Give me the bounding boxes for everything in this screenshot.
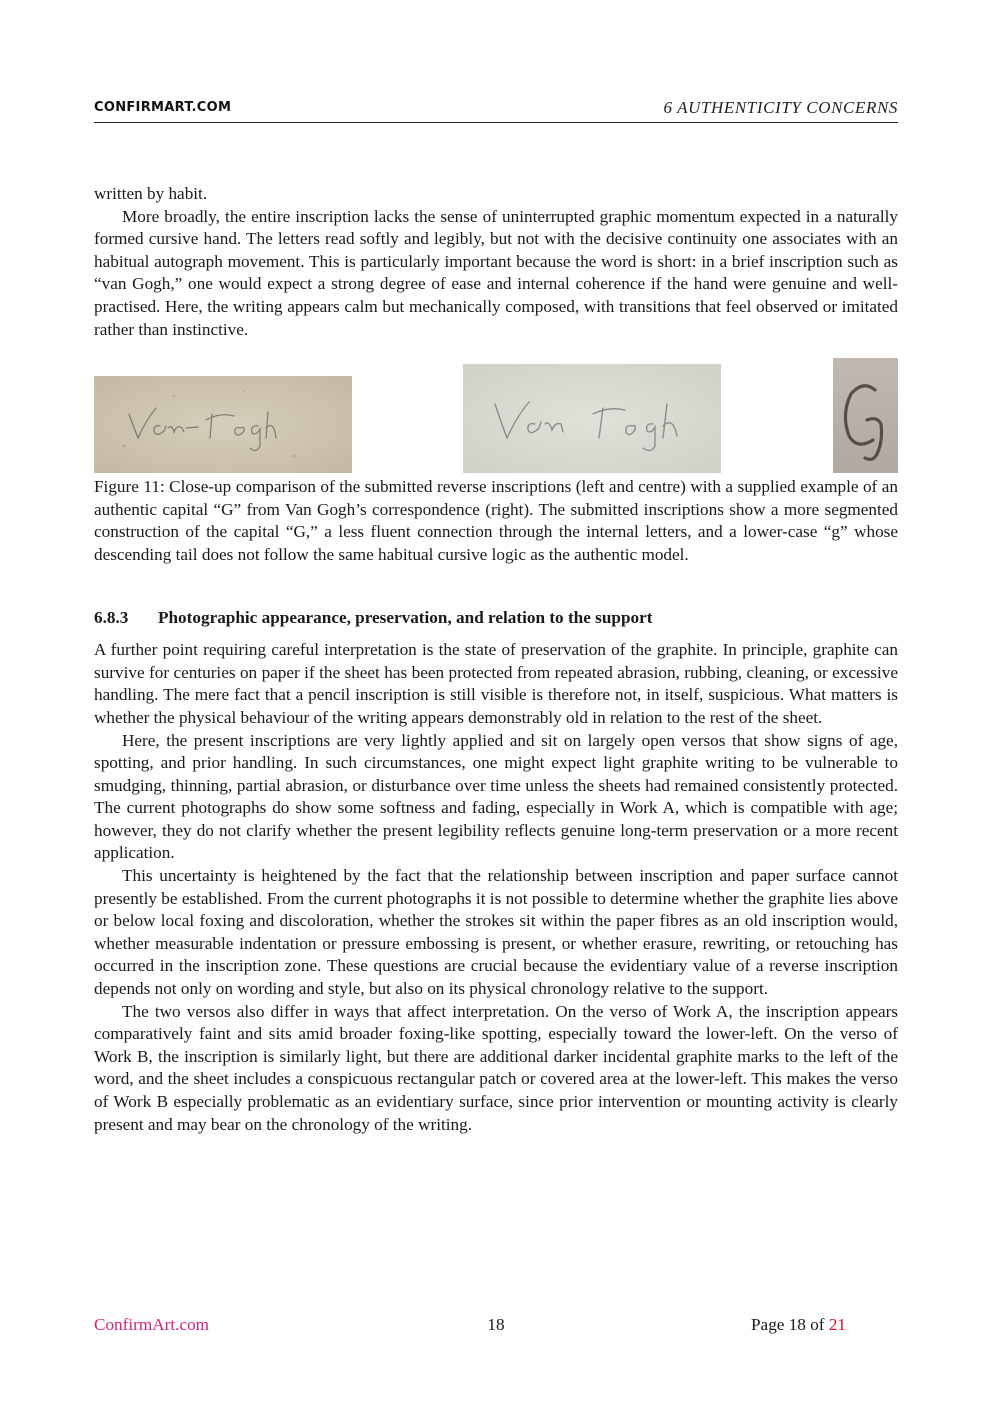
- paragraph: Here, the present inscriptions are very lightly applied and sit on largely open versos that show signs of age, spotting, and prior handling. In such circumstances, one might expect light graphite writing to be vulnerable to smudging, thinning, partial abrasion, or disturbance over time unless the sheets had remained consistently protected. The current photographs do show some softness and fading, especially in Work A, which is compatible with age; however, they do not clarify whether the present legibility reflects genuine long-term preservation or a more recent application.: [94, 730, 898, 863]
- authentic-g-image: [833, 358, 898, 473]
- page-count-prefix: Page 18 of: [751, 1315, 829, 1334]
- footer-site-link[interactable]: ConfirmArt.com: [94, 1315, 210, 1334]
- paragraph: The two versos also differ in ways that affect interpretation. On the verso of Work A, the inscription appears comparatively faint and sits amid broader foxing-like spotting, especially toward the lower-left. On the verso of Work B, the inscription is similarly light, but there are additional darker incidental graphite marks to the left of the word, and the sheet includes a conspicuous rectangular patch or covered area at the lower-left. This makes the verso of Work B especially problematic as an evidentiary surface, since prior intervention or mounting activity is clearly present and may bear on the chronology of the writing.: [94, 1001, 898, 1134]
- paragraph: A further point requiring careful interpretation is the state of preservation of the graphite. In principle, graphite can survive for centuries on paper if the sheet has been protected from repeated abrasion, rubbing, cleaning, or excessive handling. The mere fact that a pencil inscription is still visible is therefore not, in itself, suspicious. What matters is whether the physical behaviour of the writing appears demonstrably old in relation to the rest of the sheet.: [94, 640, 898, 727]
- footer-page-count: [751, 1315, 846, 1335]
- inscription-photo-centre: [463, 364, 721, 473]
- subsection-title: Photographic appearance, preservation, and relation to the support: [158, 607, 653, 627]
- inscription-photo-left: [94, 376, 352, 473]
- page-footer: [94, 1315, 846, 1339]
- footer-page-number: 18: [487, 1315, 505, 1334]
- main-content: [94, 183, 898, 1136]
- inscription-left-image: [94, 376, 352, 473]
- paragraph: This uncertainty is heightened by the fact that the relationship between inscription and paper surface cannot presently be established. From the current photographs it is not possible to determine whether the graphite lies above or below local foxing and discoloration, whether the strokes sit within the paper fibres as an old inscription would, whether measurable indentation or pressure embossing is present, or whether erasure, rewriting, or retouching has occurred in the inscription zone. These questions are crucial because the evidentiary value of a reverse inscription depends not only on wording and style, but also on its physical chronology relative to the support.: [94, 866, 898, 999]
- paragraph: More broadly, the entire inscription lacks the sense of uninterrupted graphic momentum expected in a naturally formed cursive hand. The letters read softly and legibly, but not with the decisive continuity one associates with an habitual autograph movement. This is particularly important because the word is short: in a brief inscription such as “van Gogh,” one would expect a strong degree of ease and internal coherence if the hand were genuine and well-practised. Here, the writing appears calm but mechanically composed, with transitions that feel observed or imitated rather than instinctive.: [94, 206, 898, 339]
- page-header: [94, 96, 898, 123]
- figure-caption: Figure 11: Close-up comparison of the submitted reverse inscriptions (left and centre) with a supplied example of an authentic capital “G” from Van Gogh’s correspondence (right). The submitted inscriptions show a more segmented construction of the capital “G,” a less fluent connection through the internal letters, and a lower-case “g” whose descending tail does not follow the same habitual cursive logic as the authentic model.: [94, 477, 898, 564]
- subsection-heading: [94, 607, 898, 630]
- inscription-centre-image: [463, 364, 721, 473]
- subsection-number: 6.8.3: [94, 607, 129, 627]
- running-section-title: 6 AUTHENTICITY CONCERNS: [663, 98, 898, 117]
- figure-11-images: [94, 358, 898, 476]
- brand-logo: CONFIRMART.COM: [94, 100, 232, 115]
- page-total-link[interactable]: 21: [828, 1315, 846, 1334]
- authentic-g-photo-right: [833, 358, 898, 473]
- continued-text: written by habit.: [94, 184, 208, 203]
